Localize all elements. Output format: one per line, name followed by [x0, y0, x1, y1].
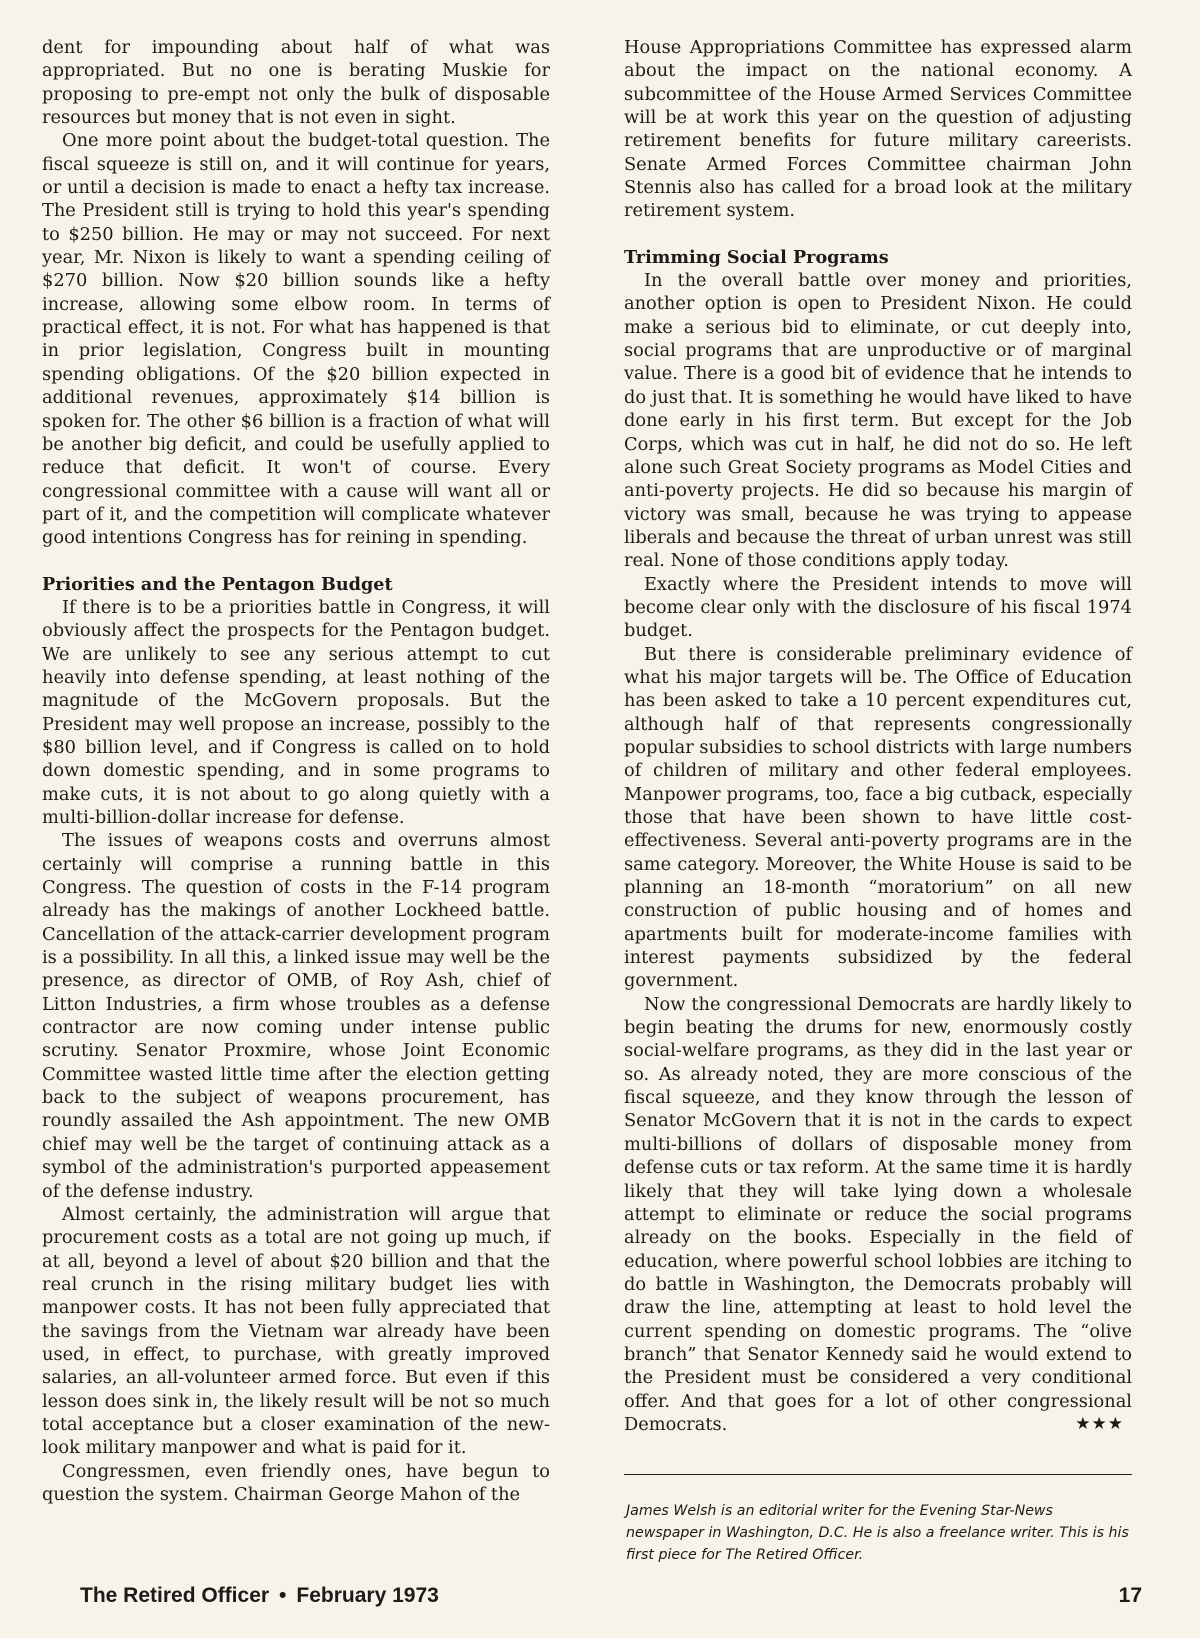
section-heading: Trimming Social Programs: [624, 246, 889, 268]
right-column: [624, 36, 1132, 1436]
bio-divider: [624, 1474, 1132, 1475]
paragraph: Exactly where the President intends to move will become clear only with the disclosure of his fiscal 1974 budget.: [624, 573, 1132, 642]
paragraph: If there is to be a priorities battle in Congress, it will obviously affect the prospects for the Pentagon budget. We are unlikely to see any serious attempt to cut heavily into defense spending, at least nothing of the magnitude of the McGovern proposals. But the President may well propose an increase, possibly to the $80 billion level, and if Congress is called on to hold down domestic spending, and in some programs to make cuts, it is not about to go along quietly with a multi-billion-dollar increase for defense.: [42, 596, 550, 828]
author-bio: James Welsh is an editorial writer for the Evening Star-News newspaper in Washington, D.C. He is also a freelance writer. This is his first piece for The Retired Officer.: [626, 1503, 1129, 1563]
paragraph: In the overall battle over money and priorities, another option is open to President Nixon. He could make a serious bid to eliminate, or cut deeply into, social programs that are unproductive or of marginal value. There is a good bit of evidence that he intends to do just that. It is something he would have liked to have done early in his first term. But except for the Job Corps, which was cut in half, he did not do so. He left alone such Great Society programs as Model Cities and anti-poverty projects. He did so because his margin of victory was small, because he was trying to appease liberals and because the threat of urban unrest was still real. None of those conditions apply today.: [624, 270, 1132, 572]
section-heading: Priorities and the Pentagon Budget: [42, 573, 393, 595]
issue-date: February 1973: [296, 1584, 439, 1607]
paragraph: The issues of weapons costs and overruns almost certainly will comprise a running battle in this Congress. The question of costs in the F-14 program already has the makings of another Lockheed battle. Cancellation of the attack-carrier development program is a possibility. In all this, a linked issue may well be the presence, as director of OMB, of Roy Ash, chief of Litton Industries, a firm whose troubles as a defense contractor are now coming under intense public scrutiny. Senator Proxmire, whose Joint Economic Committee wasted little time after the election getting back to the subject of weapons procurement, has roundly assailed the Ash appointment. The new OMB chief may well be the target of continuing attack as a symbol of the administration's purported appeasement of the defense industry.: [42, 830, 550, 1202]
publication-name: The Retired Officer: [80, 1584, 270, 1607]
end-mark-stars-icon: ★★★: [1075, 1413, 1124, 1434]
paragraph: One more point about the budget-total question. The fiscal squeeze is still on, and it will continue for years, or until a decision is made to enact a hefty tax increase. The President still is trying to hold this year's spending to $250 billion. He may or may not succeed. For next year, Mr. Nixon is likely to want a spending ceiling of $270 billion. Now $20 billion sounds like a hefty increase, allowing some elbow room. In terms of practical effect, it is not. For what has happened is that in prior legislation, Congress built in mounting spending obligations. Of the $20 billion expected in additional revenues, approximately $14 billion is spoken for. The other $6 billion is a fraction of what will be another big deficit, and could be usefully applied to reduce that deficit. It won't of course. Every congressional committee with a cause will want all or part of it, and the competition will complicate whatever good intentions Congress has for reining in spending.: [42, 130, 550, 549]
paragraph-final: [624, 993, 1132, 1437]
page-number: 17: [1118, 1584, 1142, 1607]
left-column: [42, 36, 550, 1506]
bullet-separator: •: [279, 1584, 287, 1607]
paragraph: Congressmen, even friendly ones, have begun to question the system. Chairman George Mahon of the: [42, 1460, 550, 1505]
footer-publication-line: [80, 1584, 439, 1608]
paragraph: Almost certainly, the administration will argue that procurement costs as a total are not going up much, if at all, beyond a level of about $20 billion and that the real crunch in the rising military budget lies with manpower costs. It has not been fully appreciated that the savings from the Vietnam war already have been used, in effect, to purchase, with greatly improved salaries, an all-volunteer armed force. But even if this lesson does sink in, the likely result will be not so much total acceptance but a closer examination of the new-look military manpower and what is paid for it.: [42, 1203, 550, 1459]
paragraph: But there is considerable preliminary evidence of what his major targets will be. The Office of Education has been asked to take a 10 percent expenditures cut, although half of that represents congressionally popular subsidies to school districts with large numbers of children of military and other federal employees. Manpower programs, too, face a big cutback, especially those that have been shown to have little cost-effectiveness. Several anti-poverty programs are in the same category. Moreover, the White House is said to be planning an 18-month “moratorium” on all new construction of public housing and of homes and apartments built for moderate-income families with interest payments subsidized by the federal government.: [624, 643, 1132, 992]
paragraph: dent for impounding about half of what was appropriated. But no one is berating Muskie for proposing to pre-empt not only the bulk of disposable resources but money that is not even in sight.: [42, 37, 550, 129]
paragraph-text: Now the congressional Democrats are hardly likely to begin beating the drums for new, enormously costly social-welfare programs, as they did in the last year or so. As already noted, they are more conscious of the fiscal squeeze, and they know through the lesson of Senator McGovern that it is not in the cards to expect multi-billions of dollars of disposable money from defense cuts or tax reform. At the same time it is hardly likely that they will take lying down a wholesale attempt to eliminate or reduce the social programs already on the books. Especially in the field of education, where powerful school lobbies are itching to do battle in Washington, the Democrats probably will draw the line, attempting at least to hold level the current spending on domestic programs. The “olive branch” that Senator Kennedy said he would extend to the President must be considered a very conditional offer. And that goes for a lot of other congressional Democrats.: [624, 993, 1132, 1435]
paragraph: House Appropriations Committee has expressed alarm about the impact on the national economy. A subcommittee of the House Armed Services Committee will be at work this year on the question of adjusting retirement benefits for future military careerists. Senate Armed Forces Committee chairman John Stennis also has called for a broad look at the military retirement system.: [624, 37, 1132, 222]
